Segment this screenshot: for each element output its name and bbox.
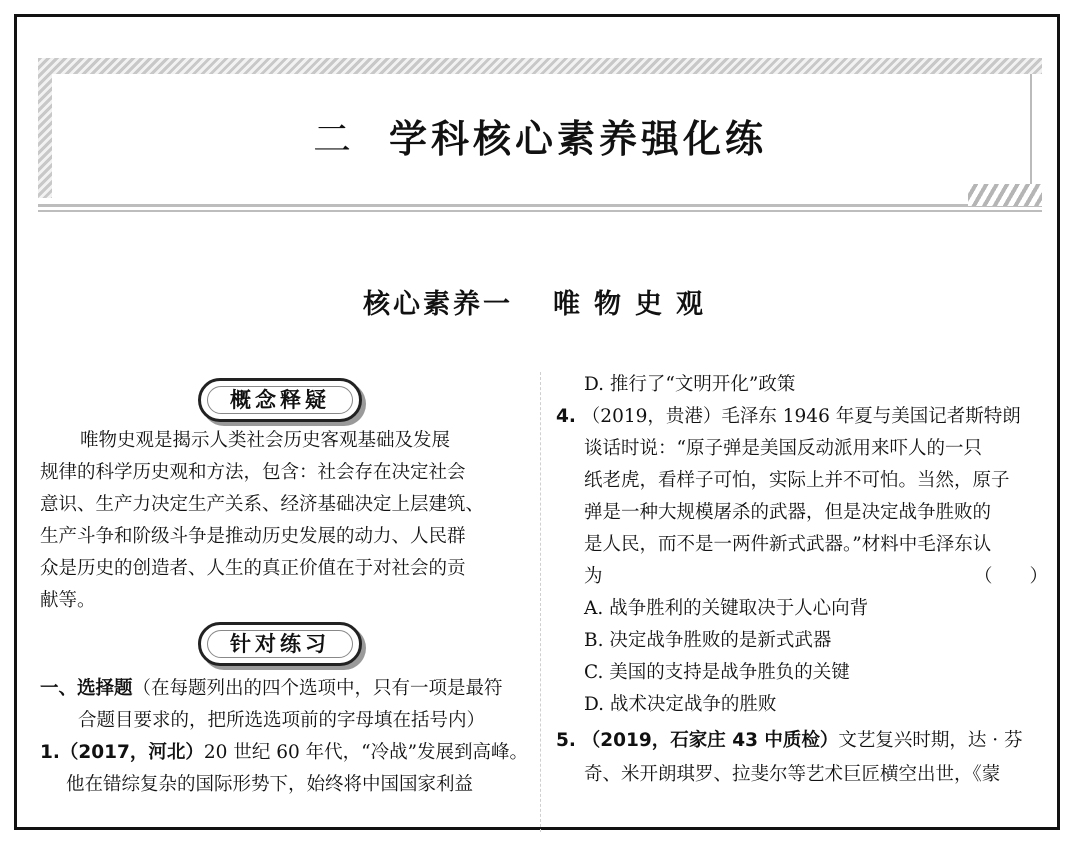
question-number: 5. — [556, 730, 576, 751]
question-text — [584, 564, 1049, 590]
option-c: C. 美国的支持是战争胜负的关键 — [584, 662, 850, 683]
section-heading — [40, 676, 503, 702]
question-text: 是人民，而不是一两件新式武器。”材料中毛泽东认 — [584, 534, 992, 555]
chapter-number: 二 — [312, 117, 355, 161]
chapter-title — [38, 108, 1042, 163]
question-5 — [556, 728, 1023, 754]
option-b: B. 决定战争胜败的是新式武器 — [584, 630, 832, 651]
question-text: 文艺复兴时期，达 · 芬 — [838, 730, 1023, 751]
column-divider — [540, 372, 541, 832]
choice-section-head: 一、选择题 — [40, 678, 133, 699]
section-title-part1: 核心素养一 — [363, 289, 513, 320]
practice-label-text: 针对练习 — [230, 632, 330, 656]
concept-explanation-label — [198, 378, 362, 422]
concept-line: 生产斗争和阶级斗争是推动历史发展的动力、人民群 — [40, 526, 466, 547]
choice-section-note: 合题目要求的，把所选选项前的字母填在括号内） — [78, 710, 486, 731]
concept-label-text: 概念释疑 — [230, 388, 330, 412]
concept-line: 意识、生产力决定生产关系、经济基础决定上层建筑、 — [40, 494, 485, 515]
question-4 — [556, 404, 1021, 430]
banner-corner-decoration — [968, 184, 1042, 206]
question-number: 1. — [40, 742, 60, 763]
question-text-end: 为 — [584, 566, 603, 587]
section-title — [0, 282, 1080, 321]
option-d: D. 推行了“文明开化”政策 — [584, 374, 796, 395]
concept-line: 唯物史观是揭示人类社会历史客观基础及发展 — [80, 430, 451, 451]
chapter-title-text: 学科核心素养强化练 — [389, 117, 768, 161]
question-1 — [40, 740, 528, 766]
question-number: 4. — [556, 406, 576, 427]
banner-rule — [38, 204, 1042, 207]
question-text: 弹是一种大规模屠杀的武器，但是决定战争胜败的 — [584, 502, 992, 523]
question-text: （2019，贵港）毛泽东 1946 年夏与美国记者斯特朗 — [581, 406, 1021, 427]
banner-rule — [38, 210, 1042, 212]
practice-label — [198, 622, 362, 666]
question-text: 20 世纪 60 年代，“冷战”发展到高峰。 — [203, 742, 529, 763]
concept-line: 规律的科学历史观和方法，包含：社会存在决定社会 — [40, 462, 466, 483]
chapter-banner — [38, 58, 1042, 216]
option-a: A. 战争胜利的关键取决于人心向背 — [584, 598, 869, 619]
option-d: D. 战术决定战争的胜败 — [584, 694, 777, 715]
question-text: 纸老虎，看样子可怕，实际上并不可怕。当然，原子 — [584, 470, 1010, 491]
choice-section-note: （在每题列出的四个选项中，只有一项是最符 — [132, 678, 503, 699]
question-text: 他在错综复杂的国际形势下，始终将中国国家利益 — [66, 774, 474, 795]
answer-bracket: （ ） — [974, 566, 1049, 587]
question-text: 谈话时说：“原子弹是美国反动派用来吓人的一只 — [584, 438, 982, 459]
concept-line: 献等。 — [40, 590, 96, 611]
section-title-part2: 唯物史观 — [553, 289, 717, 320]
question-source: （2019，石家庄 43 中质检） — [581, 730, 839, 751]
question-source: （2017，河北） — [59, 742, 204, 763]
banner-hatch-top — [38, 58, 1042, 74]
concept-line: 众是历史的创造者、人生的真正价值在于对社会的贡 — [40, 558, 466, 579]
question-text: 奇、米开朗琪罗、拉斐尔等艺术巨匠横空出世，《蒙 — [584, 764, 1001, 785]
